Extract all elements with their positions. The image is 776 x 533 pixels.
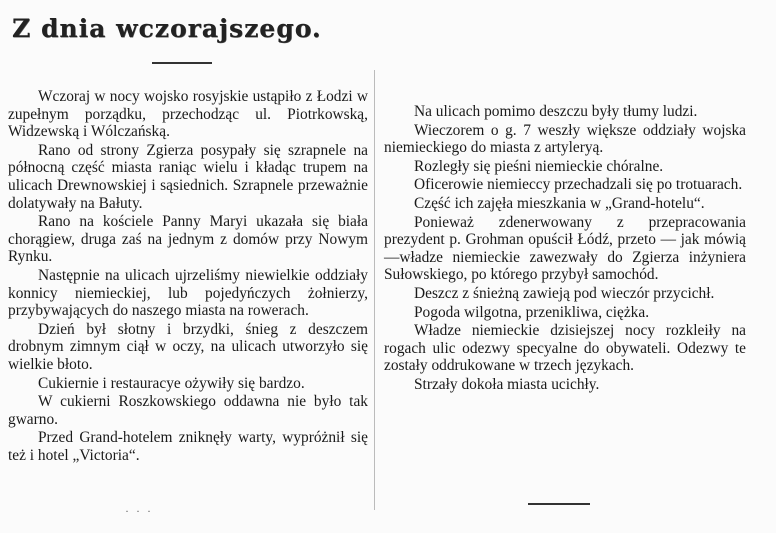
paragraph: Wczoraj w nocy wojsko rosyjskie ustąpiło z Łodzi w zupełnym porządku, przechodząc ul. Piotrkowską, Widzewską i Wólczańską. (8, 88, 368, 141)
end-rule (528, 503, 590, 505)
paragraph: Strzały dokoła miasta ucichły. (414, 375, 600, 393)
paragraph: Następnie na ulicach ujrzeliśmy niewielkie oddziały konnicy niemieckiej, lub pojedyńczych żołnierzy, przybywających do naszego miasta na rowerach. (8, 266, 368, 320)
paragraph: Wieczorem o g. 7 weszły większe oddziały wojska niemieckiego do miasta z artyleryą. (384, 121, 746, 157)
paragraph: Przed Grand-hotelem zniknęły warty, wypróżnił się też i hotel „Victoria“. (8, 429, 368, 464)
title-rule (152, 62, 212, 64)
paragraph: Władze niemieckie dzisiejszej nocy rozkleiły na rogach ulic odezwy specyalne do obywateli. Odezwy te zostały oddrukowane w trzech językach. (384, 322, 746, 375)
paragraph: Pogoda wilgotna, przenikliwa, ciężka. (414, 303, 650, 321)
paragraph: Na ulicach pomimo deszczu były tłumy ludzi. (414, 103, 698, 120)
section-ellipsis: · · · (125, 504, 153, 518)
right-column (384, 103, 746, 394)
column-divider (374, 70, 375, 510)
paragraph: Deszcz z śnieżną zawieją pod wieczór przycichł. (414, 284, 715, 302)
paragraph: W cukierni Roszkowskiego oddawna nie było tak gwarno. (8, 393, 368, 428)
paragraph: Cukiernie i restauracye ożywiły się bardzo. (38, 374, 305, 392)
paragraph: Dzień był słotny i brzydki, śnieg z deszczem drobnym zimnym ciął w oczy, na ulicach utworzyło się wielkie błoto. (8, 320, 368, 373)
paragraph: Rano od strony Zgierza posypały się szrapnele na północną część miasta raniąc wielu i kładąc trupem na ulicach Drewnowskiej i sąsiednich. Szrapnele przeważnie dolatywały na Bałuty. (8, 141, 368, 212)
paragraph: Rano na kościele Panny Maryi ukazała się biała chorągiew, druga zaś na jednym z domów przy Nowym Rynku. (8, 213, 368, 266)
left-column (8, 88, 368, 464)
paragraph: Rozległy się pieśni niemieckie chóralne. (414, 157, 664, 175)
paragraph: Oficerowie niemieccy przechadzali się po trotuarach. (414, 176, 743, 194)
article-title: Z dnia wczorajszego. (12, 14, 322, 43)
paragraph: Ponieważ zdenerwowany z przepracowania prezydent p. Grohman opuścił Łódź, przeto — jak mówią —władze niemieckie zawezwały do Zgierza inżyniera Sułowskiego, po którego przybył samochód. (384, 213, 746, 284)
paragraph: Część ich zajęła mieszkania w „Grand-hotelu“. (414, 194, 705, 212)
